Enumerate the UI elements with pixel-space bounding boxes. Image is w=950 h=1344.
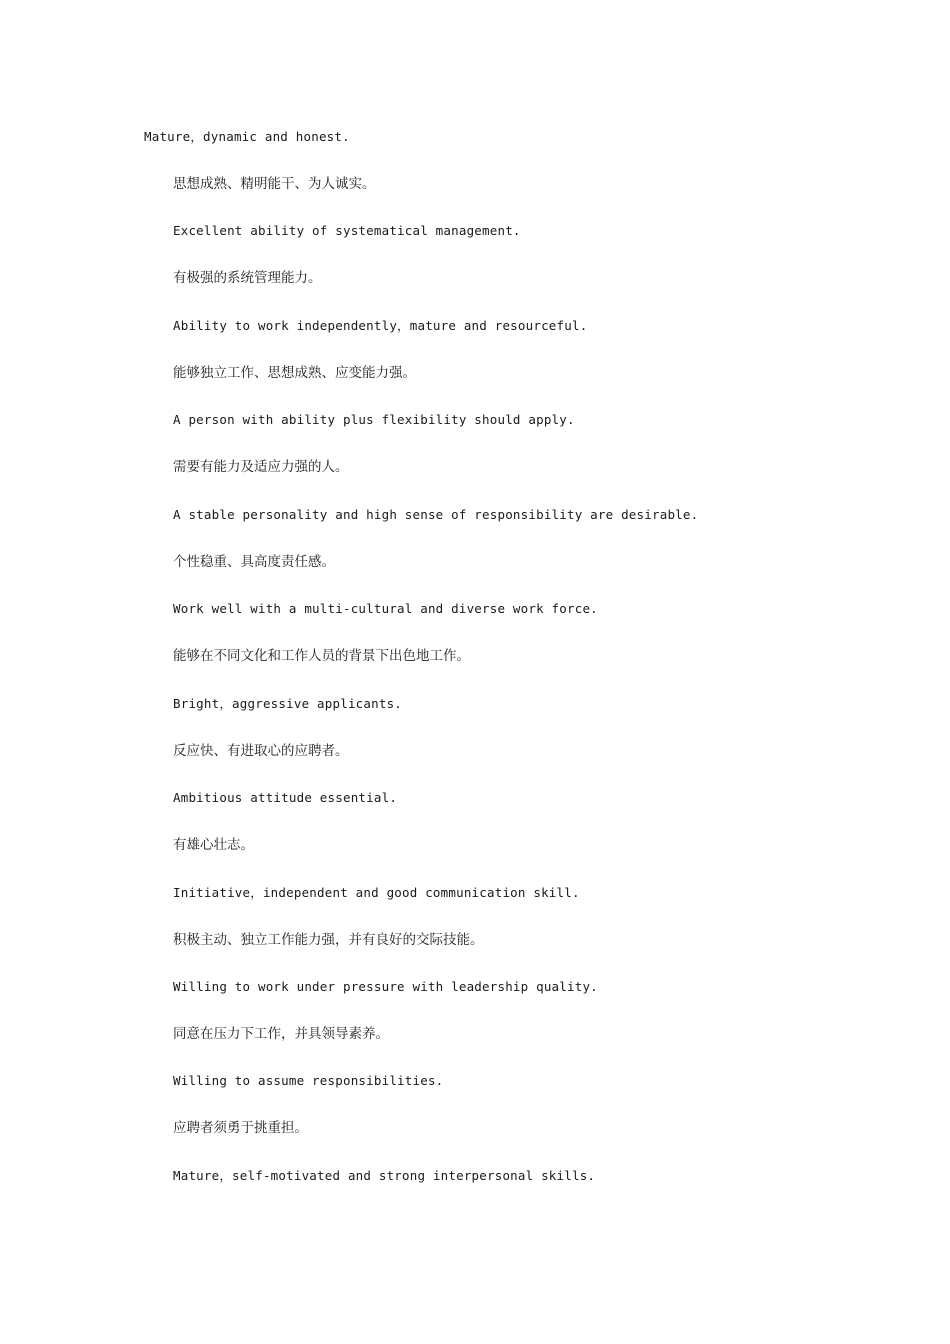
text-line-en: Willing to work under pressure with leadership quality. [173, 979, 598, 994]
text-line-zh: 个性稳重、具高度责任感。 [173, 554, 335, 570]
text-line-en: Bright，aggressive applicants. [173, 696, 403, 711]
text-line-zh: 反应快、有进取心的应聘者。 [173, 743, 349, 759]
text-line-en: A stable personality and high sense of responsibility are desirable. [173, 507, 699, 522]
text-line-en: Ability to work independently，mature and resourceful. [173, 318, 588, 333]
text-line-en: Mature，self-motivated and strong interpersonal skills. [173, 1168, 596, 1183]
text-line-zh: 有雄心壮志。 [173, 837, 254, 853]
text-line-zh: 能够独立工作、思想成熟、应变能力强。 [173, 365, 416, 381]
text-line-zh: 思想成熟、精明能干、为人诚实。 [173, 176, 376, 192]
text-line-en: Work well with a multi-cultural and diverse work force. [173, 601, 598, 616]
text-line-en: Initiative，independent and good communication skill. [173, 885, 580, 900]
text-line-en: Willing to assume responsibilities. [173, 1073, 444, 1088]
text-line-zh: 同意在压力下工作，并具领导素养。 [173, 1026, 389, 1042]
text-line-zh: 有极强的系统管理能力。 [173, 270, 322, 286]
text-line-zh: 能够在不同文化和工作人员的背景下出色地工作。 [173, 648, 470, 664]
text-line-en: Excellent ability of systematical management. [173, 223, 521, 238]
text-line-zh: 积极主动、独立工作能力强，并有良好的交际技能。 [173, 932, 484, 948]
text-line-en: Ambitious attitude essential. [173, 790, 398, 805]
text-line-en: Mature，dynamic and honest. [144, 129, 350, 144]
text-line-zh: 需要有能力及适应力强的人。 [173, 459, 349, 475]
text-line-en: A person with ability plus flexibility should apply. [173, 412, 575, 427]
text-line-zh: 应聘者须勇于挑重担。 [173, 1120, 308, 1136]
